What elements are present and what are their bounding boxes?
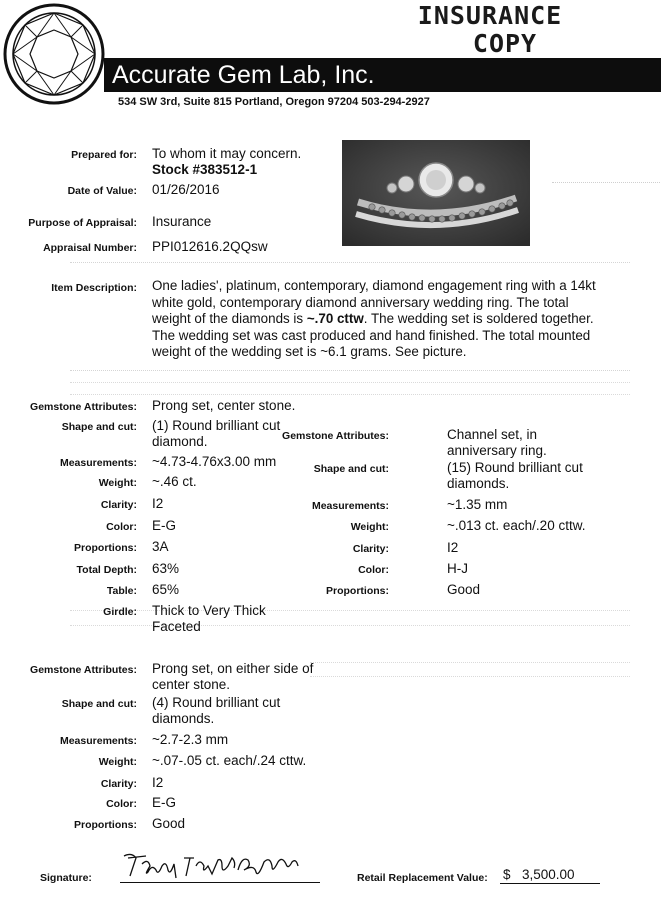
item-description-total-weight: ~.70 cttw	[306, 311, 364, 326]
channel-proportions-value: Good	[447, 582, 481, 597]
purpose-label: Purpose of Appraisal:	[28, 217, 137, 229]
center-proportions-label: Proportions:	[74, 542, 137, 554]
signature-line	[120, 882, 320, 883]
channel-shape-label: Shape and cut:	[313, 463, 389, 475]
center-measurements-label: Measurements:	[59, 457, 137, 469]
center-table-label: Table:	[106, 585, 137, 597]
channel-attributes-value: Channel set, in anniversary ring.	[447, 427, 547, 458]
date-label: Date of Value:	[67, 185, 137, 197]
channel-proportions-label: Proportions:	[326, 585, 389, 597]
retail-currency: $	[503, 867, 511, 882]
side-shape-label: Shape and cut:	[61, 698, 137, 710]
side-color-label: Color:	[106, 798, 137, 810]
center-clarity-label: Clarity:	[100, 499, 137, 511]
company-name: Accurate Gem Lab, Inc.	[112, 61, 375, 89]
side-measurements-label: Measurements:	[59, 735, 137, 747]
center-weight-label: Weight:	[98, 477, 137, 489]
appraisal-number-label: Appraisal Number:	[43, 242, 137, 254]
center-depth-value: 63%	[152, 561, 180, 576]
ring-photo	[342, 140, 530, 246]
center-depth-label: Total Depth:	[76, 564, 137, 576]
side-proportions-label: Proportions:	[74, 819, 137, 831]
center-shape-value: (1) Round brilliant cut diamond.	[152, 418, 281, 449]
side-attributes-value: Prong set, on either side of center stone.	[152, 661, 314, 692]
side-color-value: E-G	[152, 795, 177, 810]
center-attributes-value: Prong set, center stone.	[152, 398, 296, 413]
center-clarity-value: I2	[152, 496, 164, 511]
retail-value: 3,500.00	[522, 867, 575, 882]
item-description	[152, 278, 600, 361]
retail-value-line	[500, 883, 600, 884]
channel-measurements-value: ~1.35 mm	[447, 497, 508, 512]
signature-label: Signature:	[40, 872, 92, 884]
side-attributes-label: Gemstone Attributes:	[30, 664, 137, 676]
center-measurements-value: ~4.73-4.76x3.00 mm	[152, 454, 277, 469]
prepared-for-label: Prepared for:	[71, 149, 137, 161]
center-weight-value: ~.46 ct.	[152, 474, 197, 489]
item-description-text-1: One ladies', platinum, contemporary, diamond engagement ring with a 14kt white gold, contemporary diamond anniversary wedding ring. The total weight of the diamonds is	[152, 278, 596, 326]
side-measurements-value: ~2.7-2.3 mm	[152, 732, 229, 747]
appraisal-number-value: PPI012616.2QQsw	[152, 239, 268, 254]
center-girdle-value: Thick to Very Thick Faceted	[152, 603, 266, 634]
channel-color-label: Color:	[358, 564, 389, 576]
channel-weight-value: ~.013 ct. each/.20 cttw.	[447, 518, 586, 533]
signature-image	[118, 850, 318, 882]
channel-color-value: H-J	[447, 561, 468, 576]
side-clarity-label: Clarity:	[100, 778, 137, 790]
center-proportions-value: 3A	[152, 539, 169, 554]
channel-weight-label: Weight:	[350, 521, 389, 533]
side-shape-value: (4) Round brilliant cut diamonds.	[152, 695, 281, 726]
center-girdle-label: Girdle:	[103, 606, 137, 618]
channel-clarity-label: Clarity:	[352, 543, 389, 555]
side-proportions-value: Good	[152, 816, 186, 831]
center-table-value: 65%	[152, 582, 180, 597]
center-shape-label: Shape and cut:	[61, 421, 137, 433]
center-color-label: Color:	[106, 521, 137, 533]
channel-measurements-label: Measurements:	[311, 500, 389, 512]
channel-attributes-label: Gemstone Attributes:	[282, 430, 389, 442]
center-attributes-label: Gemstone Attributes:	[30, 401, 137, 413]
prepared-for-value: To whom it may concern.	[152, 146, 302, 161]
side-weight-value: ~.07-.05 ct. each/.24 cttw.	[152, 753, 307, 768]
channel-clarity-value: I2	[447, 540, 459, 555]
stock-number: Stock #383512-1	[152, 162, 258, 177]
item-description-text-2: . The wedding set is soldered together. The wedding set was cast produced and hand finished. The total mounted weight of the wedding set is ~6.1 grams. See picture.	[152, 311, 594, 359]
date-value: 01/26/2016	[152, 182, 220, 197]
company-address: 534 SW 3rd, Suite 815 Portland, Oregon 97204 503-294-2927	[118, 96, 430, 108]
item-description-label: Item Description:	[51, 282, 137, 294]
retail-value-label: Retail Replacement Value:	[357, 872, 488, 884]
side-weight-label: Weight:	[98, 756, 137, 768]
stamp-line-2: COPY	[472, 29, 538, 58]
center-color-value: E-G	[152, 518, 177, 533]
purpose-value: Insurance	[152, 214, 212, 229]
channel-shape-value: (15) Round brilliant cut diamonds.	[447, 460, 583, 491]
stamp-line-1: INSURANCE	[417, 1, 563, 30]
side-clarity-value: I2	[152, 775, 164, 790]
